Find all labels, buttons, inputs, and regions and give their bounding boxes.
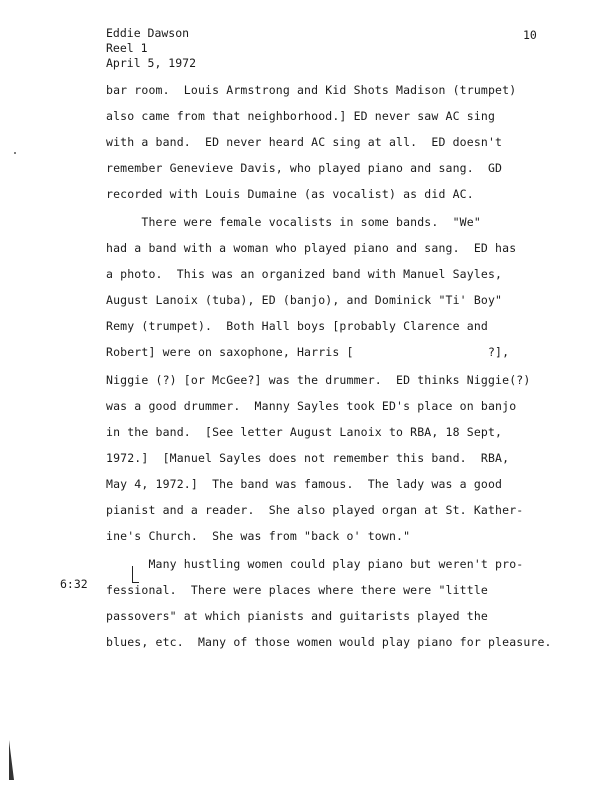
text-line: was a good drummer. Manny Sayles took ED's place on banjo	[106, 399, 517, 413]
text-line: had a band with a woman who played piano and sang. ED has	[106, 241, 517, 255]
text-line: August Lanoix (tuba), ED (banjo), and Dominick "Ti' Boy"	[106, 293, 503, 307]
text-line: Niggie (?) [or McGee?] was the drummer. ED thinks Niggie(?)	[106, 373, 531, 387]
text-line: fessional. There were places where there were "little	[106, 583, 488, 597]
margin-timestamp: 6:32	[60, 577, 88, 591]
page-number: 10	[523, 28, 537, 42]
bracket-mark	[132, 566, 139, 583]
text-line: blues, etc. Many of those women would play piano for pleasure.	[106, 635, 552, 649]
text-line: Remy (trumpet). Both Hall boys [probably Clarence and	[106, 319, 488, 333]
text-line: Robert] were on saxophone, Harris [ ?],	[106, 345, 510, 359]
text-line: also came from that neighborhood.] ED never saw AC sing	[106, 109, 496, 123]
text-line: remember Genevieve Davis, who played piano and sang. GD	[106, 161, 503, 175]
scan-speck	[14, 152, 16, 154]
header-reel: Reel 1	[106, 41, 148, 55]
header-date: April 5, 1972	[106, 56, 197, 70]
text-line: a photo. This was an organized band with Manuel Sayles,	[106, 267, 503, 281]
text-line: pianist and a reader. She also played organ at St. Kather-	[106, 503, 524, 517]
scan-edge-mark	[9, 740, 14, 780]
text-line: 1972.] [Manuel Sayles does not remember this band. RBA,	[106, 451, 510, 465]
text-line: in the band. [See letter August Lanoix to RBA, 18 Sept,	[106, 425, 503, 439]
text-line: There were female vocalists in some bands. "We"	[106, 215, 481, 229]
header-name: Eddie Dawson	[106, 26, 190, 40]
text-line: ine's Church. She was from "back o' town."	[106, 529, 411, 543]
text-line: Many hustling women could play piano but weren't pro-	[106, 557, 524, 571]
text-line: passovers" at which pianists and guitarists played the	[106, 609, 488, 623]
text-line: May 4, 1972.] The band was famous. The lady was a good	[106, 477, 503, 491]
text-line: recorded with Louis Dumaine (as vocalist) as did AC.	[106, 187, 474, 201]
text-line: with a band. ED never heard AC sing at all. ED doesn't	[106, 135, 503, 149]
text-line: bar room. Louis Armstrong and Kid Shots Madison (trumpet)	[106, 83, 517, 97]
